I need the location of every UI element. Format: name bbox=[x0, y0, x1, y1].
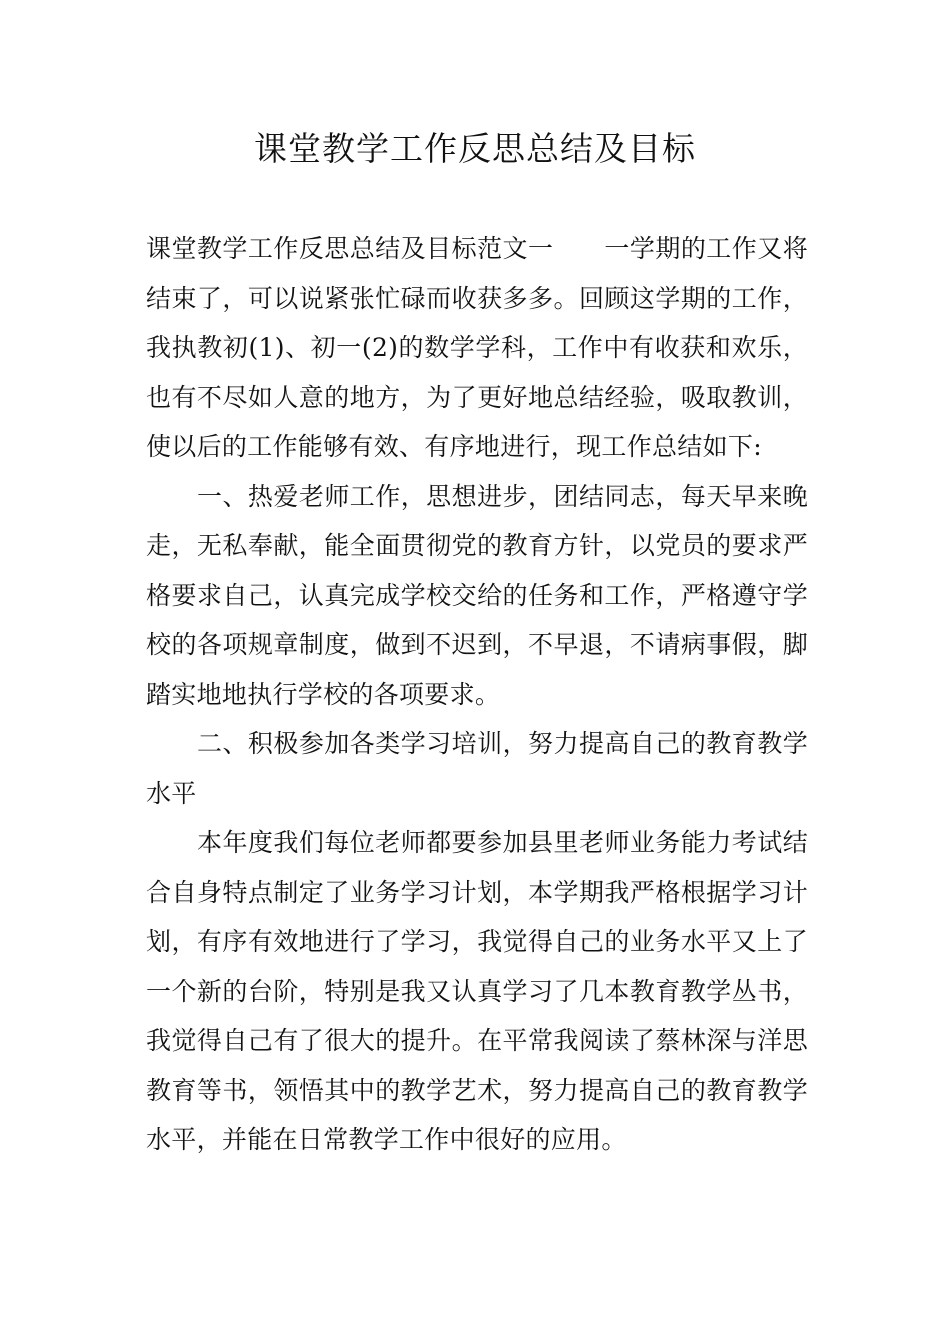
paragraph-section-two-heading: 二、积极参加各类学习培训，努力提高自己的教育教学水平 bbox=[146, 729, 808, 808]
document-title: 课堂教学工作反思总结及目标 bbox=[254, 129, 696, 168]
paragraph-intro: 课堂教学工作反思总结及目标范文一 一学期的工作又将结束了，可以说紧张忙碌而收获多多。回顾这学期的工作，我执教初(1)、初一(2)的数学学科，工作中有收获和欢乐，也有不尽如人意的地方，为了更好地总结经验，吸取教训，使以后的工作能够有效、有序地进行，现工作总结如下: bbox=[146, 234, 808, 461]
document-body bbox=[146, 224, 808, 1165]
paragraph-section-one: 一、热爱老师工作，思想进步，团结同志，每天早来晚走，无私奉献，能全面贯彻党的教育方针，以党员的要求严格要求自己，认真完成学校交给的任务和工作，严格遵守学校的各项规章制度，做到不迟到，不早退，不请病事假，脚踏实地地执行学校的各项要求。 bbox=[146, 481, 808, 709]
paragraph-section-two-body: 本年度我们每位老师都要参加县里老师业务能力考试结合自身特点制定了业务学习计划，本学期我严格根据学习计划，有序有效地进行了学习，我觉得自己的业务水平又上了一个新的台阶，特别是我又认真学习了几本教育教学丛书，我觉得自己有了很大的提升。在平常我阅读了蔡林深与洋思教育等书，领悟其中的教学艺术，努力提高自己的教育教学水平，并能在日常教学工作中很好的应用。 bbox=[146, 828, 808, 1154]
